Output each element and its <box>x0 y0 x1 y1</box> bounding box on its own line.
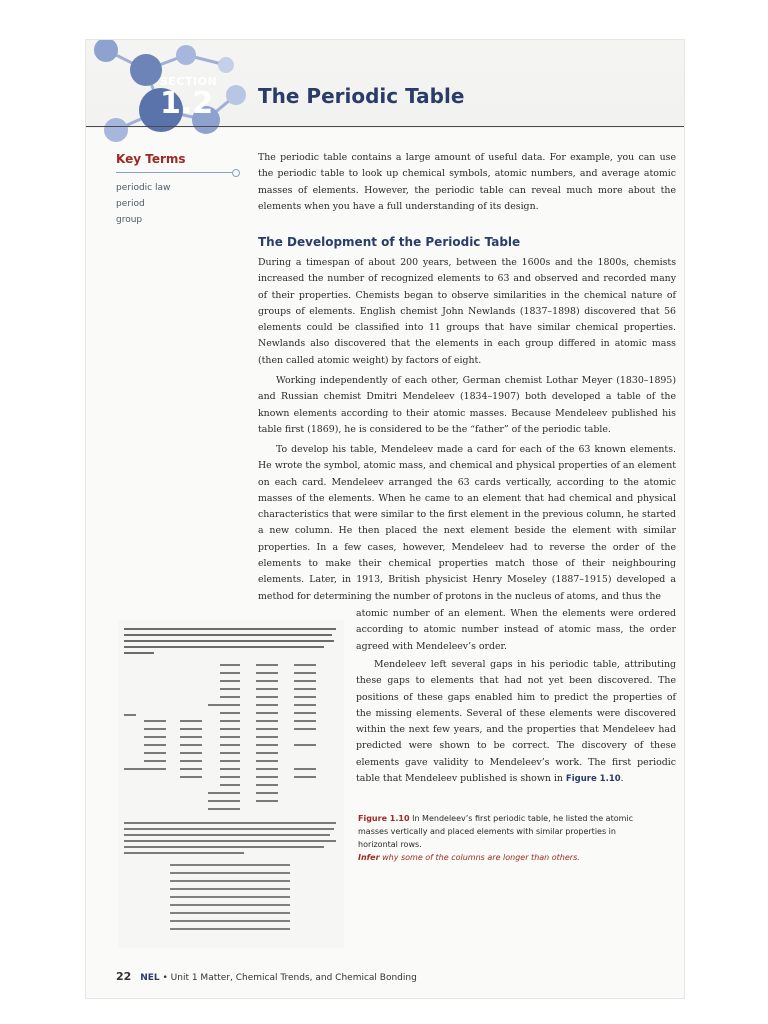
development-paragraph-3: To develop his table, Mendeleev made a card for each of the 63 known elements. He wrote the symbol, atomic mass, and chemical and physical properties of an element on each card. Mendeleev arranged the 63 cards vertically, according to the atomic masses of the elements. When he came to an element that had chemical and physical characteristics that were similar to the first element in the previous column, he started a new column. He then placed the next element beside the element with similar properties. In a few cases, however, Mendeleev had to reverse the order of the elements to make their chemical properties match those of their neighbouring elements. Later, in 1913, British physicist Henry Moseley (1887–1915) developed a method for determining the number of protons in the nucleus of atoms, and thus the <box>258 444 676 602</box>
key-term-item: group <box>116 215 143 225</box>
section-label: SECTION <box>160 75 218 88</box>
figure-caption <box>358 812 658 864</box>
section-number: 1.2 <box>160 86 214 121</box>
unit-title: • Unit 1 Matter, Chemical Trends, and Chemical Bonding <box>162 973 417 983</box>
page-title: The Periodic Table <box>258 84 465 108</box>
publisher-label: NEL <box>140 973 160 983</box>
development-paragraph-4 <box>356 657 676 787</box>
paragraph-4-text: Mendeleev left several gaps in his periodic table, attributing these gaps to elements that had not yet been discovered. The positions of these gaps enabled him to predict the properties of the missing elements. Several of these elements were discovered within the next few years, and the properties that Mendeleev had predicted were shown to be correct. The discovery of these elements gave validity to Mendeleev’s work. The first periodic table that Mendeleev published is shown in <box>356 659 676 785</box>
section-banner <box>86 40 684 128</box>
page-footer <box>116 970 417 983</box>
mendeleev-table-figure <box>118 620 344 948</box>
key-term-item: period <box>116 199 145 209</box>
figure-caption-text: In Mendeleev’s first periodic table, he listed the atomic masses vertically and placed elements with similar properties in horizontal rows. <box>358 814 634 849</box>
textbook-page <box>86 40 684 998</box>
title-divider <box>86 126 684 127</box>
intro-paragraph: The periodic table contains a large amount of useful data. For example, you can use the periodic table to look up chemical symbols, atomic numbers, and average atomic masses of elements. However, the periodic table can reveal much more about the elements when you have a full understanding of its design. <box>258 152 676 212</box>
development-paragraph-3-continued: atomic number of an element. When the elements were ordered according to atomic number instead of atomic mass, the order agreed with Mendeleev’s order. <box>356 608 676 652</box>
figure-label: Figure 1.10 <box>358 814 410 823</box>
key-terms-title: Key Terms <box>116 152 186 166</box>
infer-text: why some of the columns are longer than others. <box>382 853 580 862</box>
development-heading: The Development of the Periodic Table <box>258 235 521 249</box>
key-terms-divider <box>116 172 236 173</box>
development-paragraph-1: During a timespan of about 200 years, between the 1600s and the 1800s, chemists increased the number of recognized elements to 63 and observed and recorded many of their properties. Chemists began to observe similarities in the chemical nature of groups of elements. English chemist John Newlands (1837–1898) discovered that 56 elements could be classified into 11 groups that have similar chemical properties. Newlands also discovered that the elements in each group differed in atomic mass (then called atomic weight) by factors of eight. <box>258 257 676 366</box>
paragraph-4-end: . <box>620 773 624 785</box>
page-number: 22 <box>116 970 132 983</box>
figure-reference-link[interactable]: Figure 1.10 <box>565 774 621 785</box>
key-terms-list <box>116 180 170 228</box>
key-term-item: periodic law <box>116 183 171 193</box>
figure-infer-prompt <box>358 853 580 862</box>
development-paragraph-2: Working independently of each other, German chemist Lothar Meyer (1830–1895) and Russian chemist Dmitri Mendeleev (1834–1907) both developed a table of the known elements according to their atomic masses. Because Mendeleev published his table first (1869), he is considered to be the “father” of the periodic table. <box>258 375 676 435</box>
key-terms-bullet-icon <box>232 169 240 177</box>
infer-label: Infer <box>358 853 380 862</box>
